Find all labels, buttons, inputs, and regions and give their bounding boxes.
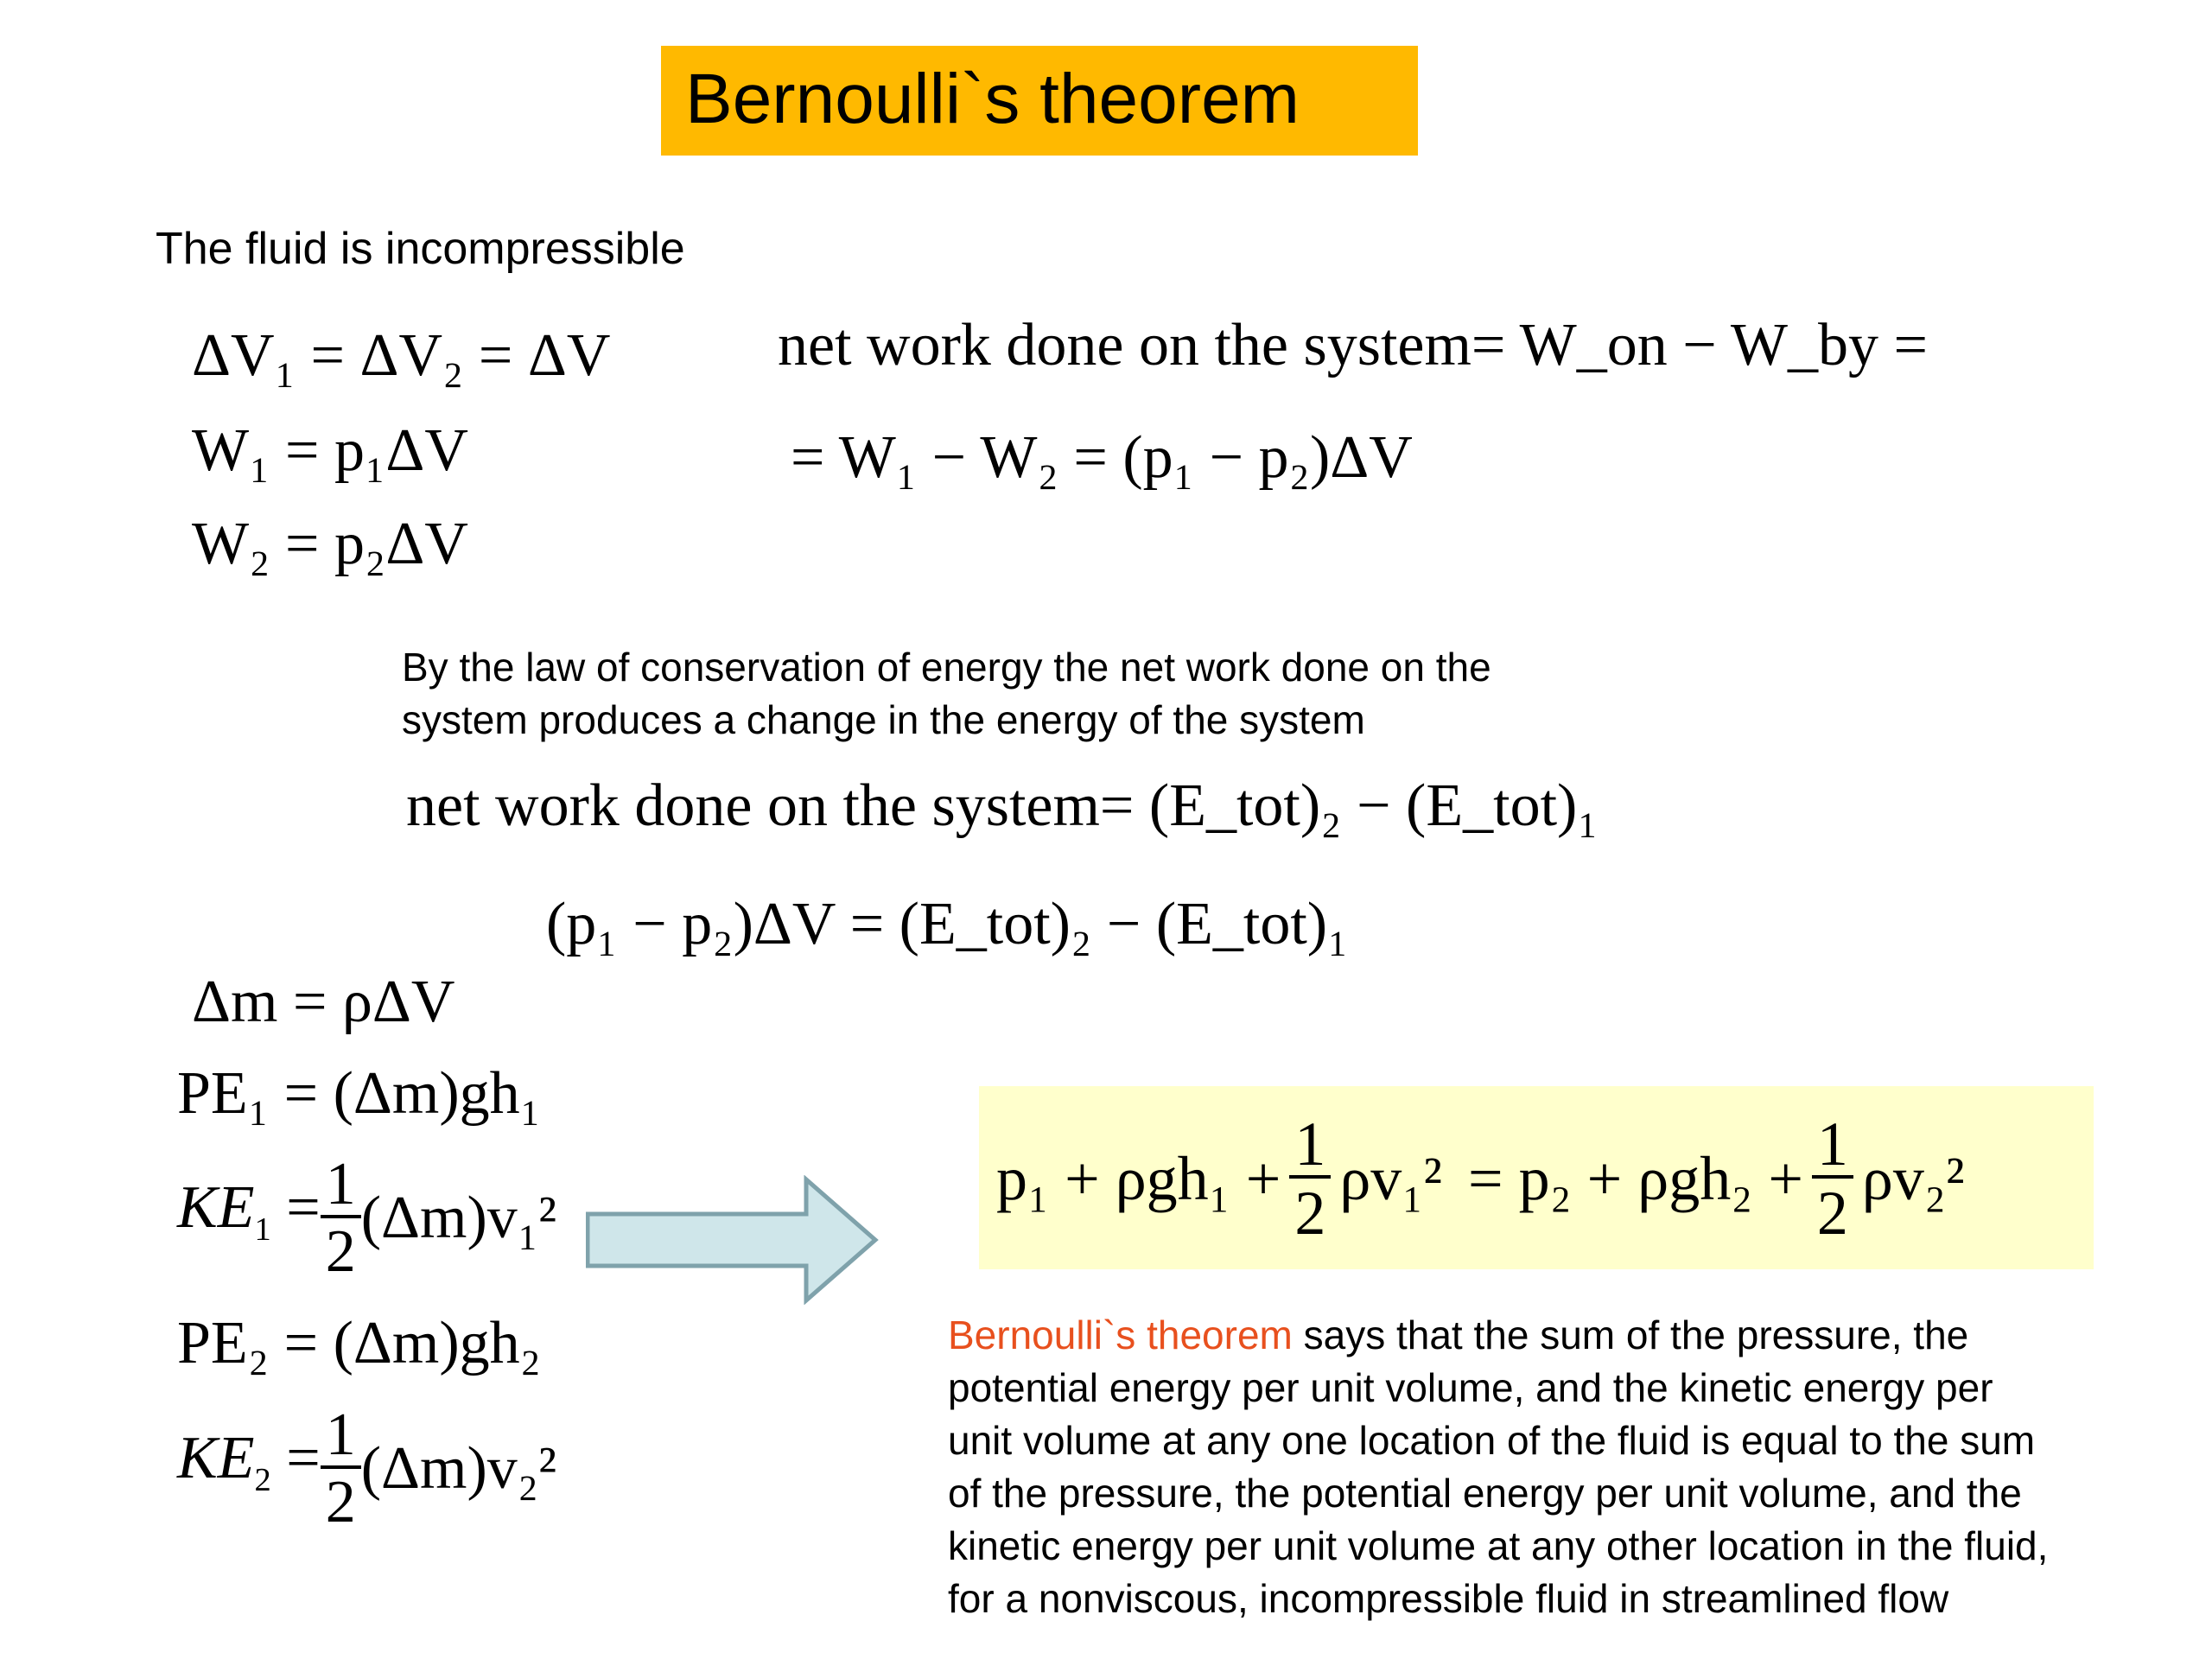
description-line-3: unit volume at any one location of the fluid is equal to the sum [948,1418,2036,1463]
bernoulli-left-tail: ρv₁² [1339,1144,1442,1213]
description-line-5: kinetic energy per unit volume at any other location in the fluid, [948,1523,2049,1568]
ke2-frac-den: 2 [325,1469,356,1535]
energy-net-work-rhs: = (E_tot)₂ − (E_tot)₁ [1099,772,1599,839]
conservation-line-2: system produces a change in the energy of the system [402,697,1365,742]
volume-equation: ΔV₁ = ΔV₂ = ΔV [192,322,611,389]
bernoulli-left-frac-num: 1 [1289,1113,1331,1179]
bernoulli-left-frac-den: 2 [1294,1179,1326,1248]
pe2-equation: PE₂ = (Δm)gh₂ [177,1310,542,1376]
description-line-1-rest: says that the sum of the pressure, the [1292,1313,1969,1357]
description-highlight: Bernoulli`s theorem [948,1313,1293,1357]
ke1-equation [177,1151,557,1285]
energy-net-work-equation [406,772,1599,841]
ke1-fraction [321,1151,361,1285]
ke2-equation [177,1402,557,1535]
ke2-label: $KE_2$ = [177,1424,321,1498]
title-banner [661,46,1418,156]
ke1-frac-num: 1 [321,1154,361,1218]
bernoulli-right-frac-num: 1 [1812,1113,1853,1179]
ke1-rest: (Δm)v₁² [360,1185,557,1251]
net-work-label: net work done on the system [778,312,1471,378]
conservation-line-1: By the law of conservation of energy the net work done on the [402,645,1491,690]
bernoulli-left: p₁ + ρgh₁ + [996,1144,1281,1213]
ke2-frac-num: 1 [321,1405,361,1469]
ke2-fraction [321,1402,361,1535]
page-title: Bernoulli`s theorem [685,60,1300,138]
net-work-expanded: = W₁ − W₂ = (p₁ − p₂)ΔV [791,424,1413,491]
ke1-frac-den: 2 [325,1218,356,1285]
net-work-rhs: = W_on − W_by = [1471,312,1928,378]
description-line-6: for a nonviscous, incompressible fluid in streamlined flow [948,1576,1949,1621]
right-arrow-icon [586,1175,880,1305]
ke1-label: $KE_1$ = [177,1173,321,1248]
ke2-rest: (Δm)v₂² [360,1435,557,1502]
description-line-2: potential energy per unit volume, and the kinetic energy per [948,1365,1993,1410]
bernoulli-right-fraction [1812,1109,1853,1248]
work1-equation: W₁ = p₁ΔV [192,417,468,484]
subtitle: The fluid is incompressible [156,224,685,274]
pe1-equation: PE₁ = (Δm)gh₁ [177,1060,542,1127]
bernoulli-right-tail: ρv₂² [1861,1144,1965,1213]
description-line-1 [948,1309,1968,1362]
description-line-4: of the pressure, the potential energy per unit volume, and the [948,1471,2022,1516]
energy-net-work-label: net work done on the system [406,772,1100,839]
mass-equation: Δm = ρΔV [192,969,455,1035]
energy-combined-equation: (p₁ − p₂)ΔV = (E_tot)₂ − (E_tot)₁ [546,891,1349,957]
net-work-equation [778,311,1928,380]
work2-equation: W₂ = p₂ΔV [192,511,468,577]
bernoulli-equation-box [979,1086,2094,1269]
bernoulli-right-frac-den: 2 [1816,1179,1848,1248]
bernoulli-equation [996,1105,1965,1252]
bernoulli-left-fraction [1289,1109,1331,1248]
bernoulli-equals: = p₂ + ρgh₂ + [1467,1144,1803,1213]
